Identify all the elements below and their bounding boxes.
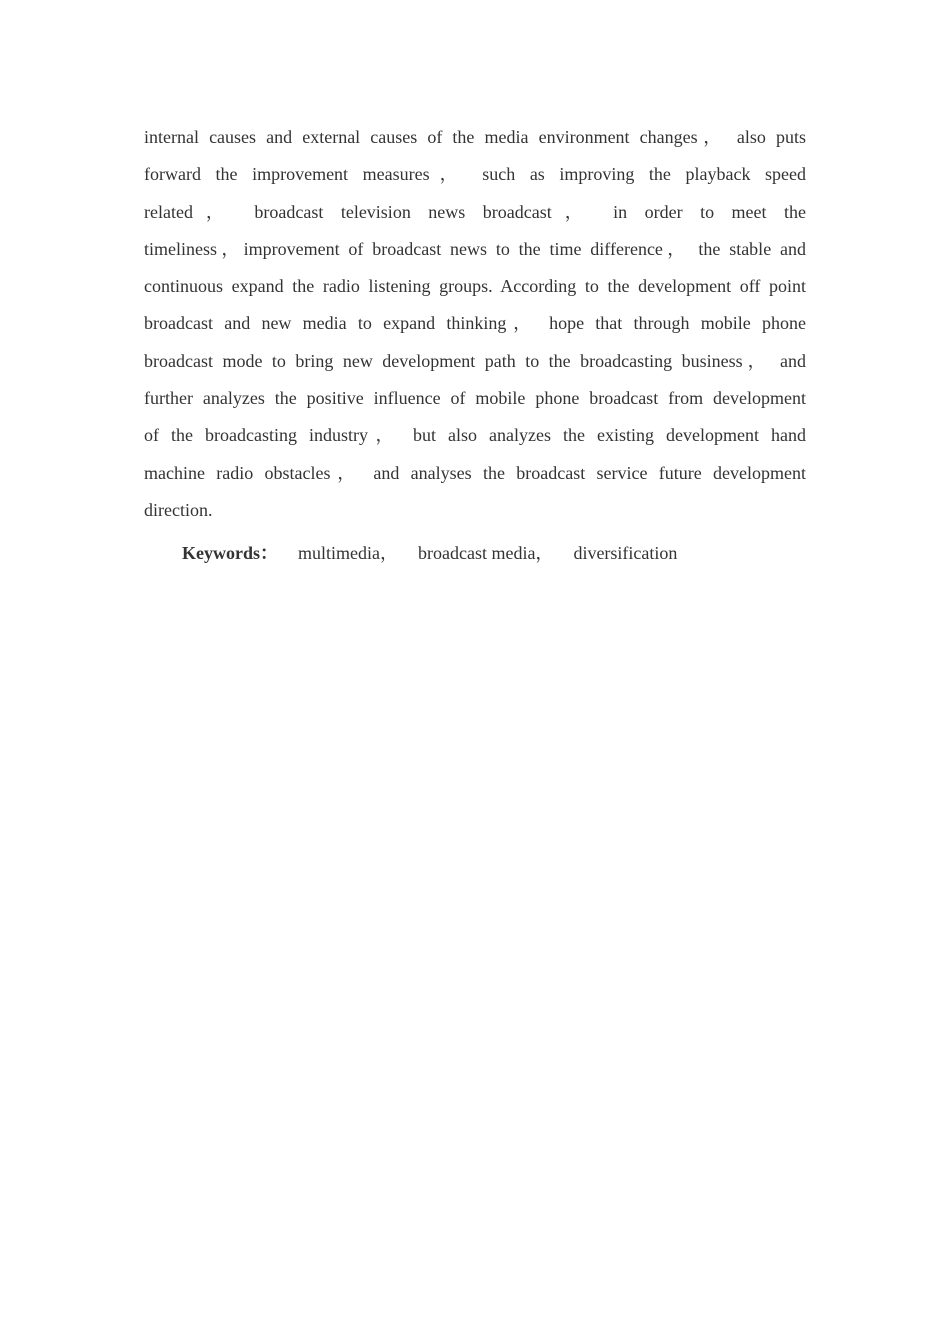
keyword-item: diversification xyxy=(573,543,678,563)
abstract-line: internal causes and external causes of the media environment changes， also puts xyxy=(144,127,806,147)
abstract-line: timeliness，improvement of broadcast news to the time difference， the stable and xyxy=(144,238,806,259)
abstract-paragraph xyxy=(144,119,806,529)
abstract-line: of the broadcasting industry， but also analyzes the existing development hand xyxy=(144,425,806,446)
keywords-label: Keywords： xyxy=(182,543,278,563)
keyword-item: broadcast media， xyxy=(417,543,554,563)
abstract-line: machine radio obstacles， and analyses the broadcast service future development xyxy=(144,462,806,483)
abstract-line: direction. xyxy=(144,499,213,520)
abstract-line: forward the improvement measures， such as improving the playback speed xyxy=(144,164,806,185)
keyword-item: multimedia， xyxy=(298,543,398,563)
abstract-line: broadcast mode to bring new development path to the broadcasting business， and xyxy=(144,350,806,371)
abstract-line: continuous expand the radio listening groups. According to the development off point xyxy=(144,276,806,297)
keywords-line xyxy=(182,536,677,570)
abstract-line: related， broadcast television news broadcast， in order to meet the xyxy=(144,201,806,222)
abstract-line: further analyzes the positive influence of mobile phone broadcast from development xyxy=(144,388,806,409)
abstract-line: broadcast and new media to expand thinking， hope that through mobile phone xyxy=(144,313,806,334)
